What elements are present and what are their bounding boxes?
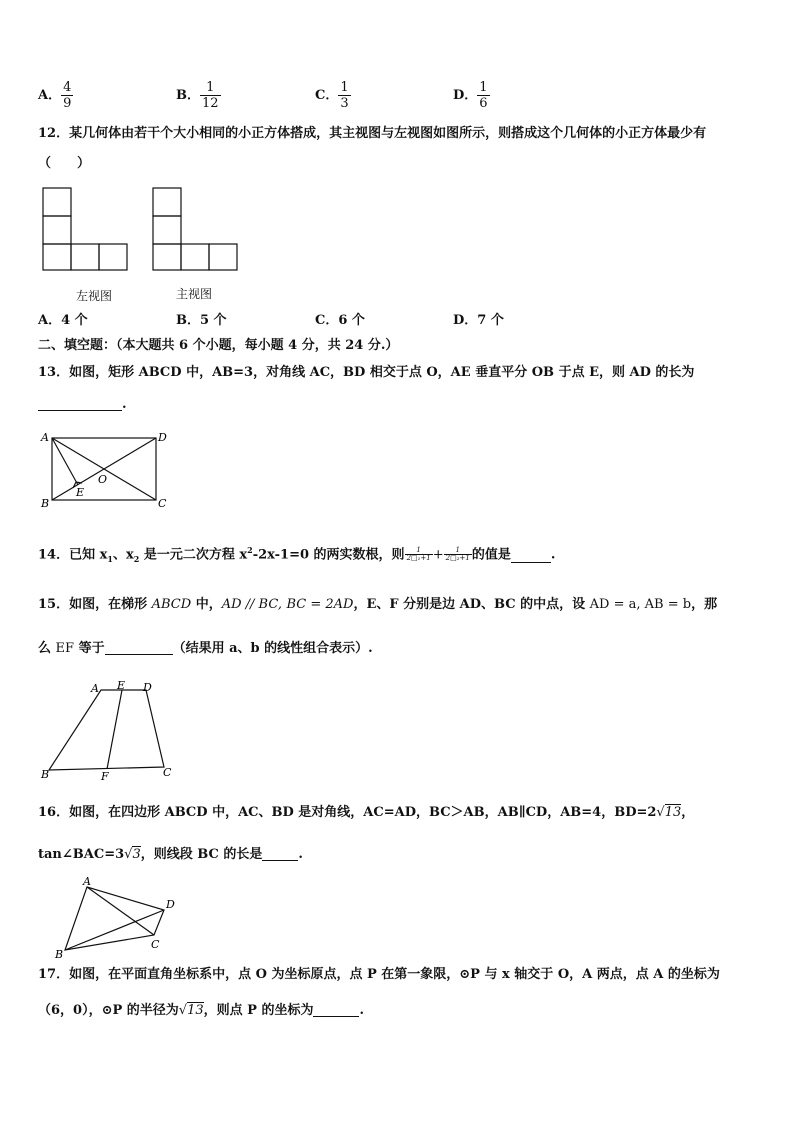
main-view-figure [150, 185, 242, 273]
fraction: $\frac{1}{6}$ [479, 80, 488, 111]
q12-option-a: A．4 个 [38, 313, 88, 328]
answer-blank [262, 848, 298, 861]
fraction: $\frac{4}{9}$ [63, 80, 72, 111]
q14-text: 14．已知 $x_1$、$x_2$ 是一元二次方程 $x^2-2x-1=0$ 的两实数根，则 $\frac{1}{\text{2□₁+1}}$ + $\frac{1}{\text{2□₂+1}}$ 的值是 . [38, 545, 556, 564]
q12-option-d: D．7 个 [453, 313, 504, 328]
q17-line-2: （6，0），⊙P 的半径为√13，则点 P 的坐标为 . [38, 1003, 364, 1018]
label-c: C [151, 938, 160, 951]
fraction: $\frac{1}{\text{2□₂+1}}$ [445, 546, 470, 563]
fraction: $\frac{1}{3}$ [340, 80, 349, 111]
label-d: D [158, 431, 167, 444]
main-view-label: 主视图 [176, 287, 213, 301]
q11-option-a: A． $\frac{4}{9}$ [38, 80, 72, 111]
q16-line-2: tan∠BAC=3√3，则线段 BC 的长是 . [38, 847, 303, 862]
label-d: D [143, 681, 152, 694]
q11-option-d: D． $\frac{1}{6}$ [453, 80, 488, 111]
label-b: B [41, 768, 50, 781]
left-view-label: 左视图 [76, 289, 113, 303]
q13-answer-line: . [38, 398, 127, 411]
q13-text: 13．如图，矩形 ABCD 中，AB=3，对角线 AC，BD 相交于点 O，AE 垂直平分 OB 于点 E，则 AD 的长为 [38, 365, 695, 380]
fraction: $\frac{1}{\text{2□₁+1}}$ [406, 546, 431, 563]
section-heading: 二、填空题：（本大题共 6 个小题，每小题 4 分，共 24 分.） [38, 338, 399, 353]
left-view-figure [40, 185, 130, 273]
label-d: D [166, 898, 175, 911]
q17-line-1: 17．如图，在平面直角坐标系中，点 O 为坐标原点，点 P 在第一象限，⊙P 与 x 轴交于 O，A 两点，点 A 的坐标为 [38, 967, 720, 982]
q15-line-1: 15．如图，在梯形 ABCD 中，AD // BC, BC = 2AD，E、F 分别是边 AD、BC 的中点，设 AD = a, AB = b，那 [38, 597, 718, 612]
answer-blank [313, 1004, 359, 1017]
fraction: $\frac{1}{12}$ [202, 80, 219, 111]
q13-rectangle-figure [38, 428, 173, 510]
q12-text: 12．某几何体由若干个大小相同的小正方体搭成，其主视图与左视图如图所示，则搭成这个几何体的小正方体最少有 [38, 126, 707, 141]
label-a: A [83, 875, 91, 888]
answer-blank [105, 642, 173, 655]
q11-option-c: C． $\frac{1}{3}$ [315, 80, 349, 111]
label-b: B [41, 497, 50, 510]
label-a: A [91, 682, 99, 695]
answer-blank [511, 550, 551, 563]
q12-option-b: B．5 个 [176, 313, 227, 328]
label-c: C [163, 766, 172, 779]
label-b: B [55, 948, 64, 961]
label-f: F [101, 770, 109, 782]
q16-line-1: 16．如图，在四边形 ABCD 中，AC、BD 是对角线，AC=AD，BC＞AB，AB∥CD，AB=4，BD=2√13， [38, 805, 695, 820]
q12-paren: （ ） [38, 156, 91, 171]
label-o: O [98, 473, 108, 486]
q15-line-2: 么 EF 等于 （结果用 a、b 的线性组合表示）. [38, 641, 373, 656]
q16-quadrilateral-figure [54, 872, 184, 962]
q11-option-b: B． $\frac{1}{12}$ [176, 80, 219, 111]
q12-option-c: C．6 个 [315, 313, 365, 328]
label-e: E [76, 486, 85, 499]
label-a: A [41, 431, 49, 444]
label-e: E [117, 679, 126, 692]
answer-blank [38, 398, 122, 411]
label-c: C [158, 497, 167, 510]
q15-trapezoid-figure [38, 678, 178, 782]
